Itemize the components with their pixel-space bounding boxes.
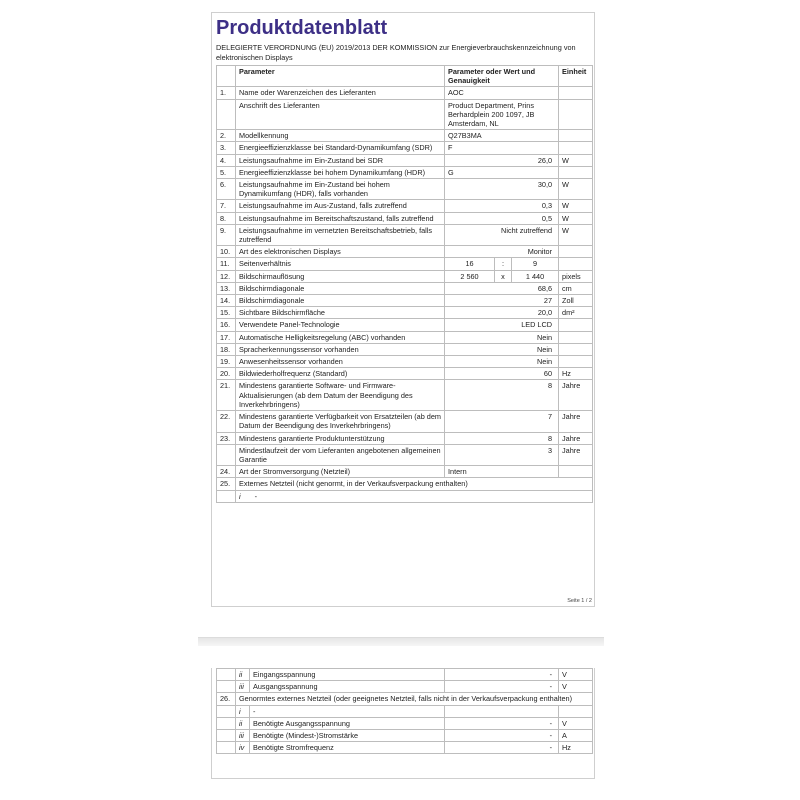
row-number	[217, 99, 236, 130]
row-value: 68,6	[445, 282, 559, 294]
row-value: F	[445, 142, 559, 154]
table-row	[217, 356, 593, 368]
row-unit: Jahre	[559, 411, 593, 432]
row-parameter: Energieeffizienzklasse bei hohem Dynamikumfang (HDR)	[236, 166, 445, 178]
row-parameter: Art der Stromversorgung (Netzteil)	[236, 466, 445, 478]
row-value: 8	[445, 380, 559, 411]
table-row	[217, 200, 593, 212]
row-number: 21.	[217, 380, 236, 411]
table-row	[217, 490, 593, 502]
datasheet-table	[216, 65, 593, 503]
row-parameter: Leistungsaufnahme im Aus-Zustand, falls zutreffend	[236, 200, 445, 212]
row-value: Intern	[445, 466, 559, 478]
row-subitem	[236, 490, 593, 502]
row-unit	[559, 356, 593, 368]
row-number: 2.	[217, 130, 236, 142]
table-row	[217, 179, 593, 200]
table-row	[217, 99, 593, 130]
row-number: 11.	[217, 258, 236, 270]
row-number: 22.	[217, 411, 236, 432]
row-value: 60	[445, 368, 559, 380]
subitem-value: -	[254, 491, 258, 501]
row-value: Q27B3MA	[445, 130, 559, 142]
row-value: Nicht zutreffend	[445, 224, 559, 245]
table-row	[217, 166, 593, 178]
table-row	[217, 224, 593, 245]
table-row	[217, 478, 593, 490]
row-value: 3	[445, 444, 559, 465]
row-unit	[559, 466, 593, 478]
row-number: 26.	[217, 693, 236, 705]
row-parameter: Spracherkennungssensor vorhanden	[236, 343, 445, 355]
row-parameter: Anschrift des Lieferanten	[236, 99, 445, 130]
row-parameter: Sichtbare Bildschirmfläche	[236, 307, 445, 319]
row-number: 6.	[217, 179, 236, 200]
row-unit	[559, 258, 593, 270]
row-unit: W	[559, 212, 593, 224]
row-unit: V	[559, 681, 593, 693]
row-unit	[559, 142, 593, 154]
roman-numeral: i	[236, 705, 250, 717]
row-value: 27	[445, 295, 559, 307]
row-parameter: Leistungsaufnahme im Ein-Zustand bei hohem Dynamikumfang (HDR), falls vorhanden	[236, 179, 445, 200]
row-unit	[559, 166, 593, 178]
table-row	[217, 444, 593, 465]
table-row	[217, 258, 593, 270]
row-parameter: Mindestlaufzeit der vom Lieferanten angebotenen allgemeinen Garantie	[236, 444, 445, 465]
row-number: 18.	[217, 343, 236, 355]
header-parameter: Parameter	[236, 66, 445, 87]
row-unit	[559, 99, 593, 130]
page-divider	[198, 637, 604, 646]
datasheet-page-1	[211, 12, 595, 607]
row-value: LED LCD	[445, 319, 559, 331]
row-parameter: Bildschirmdiagonale	[236, 295, 445, 307]
row-value: Product Department, Prins Berhardplein 200 1097, JB Amsterdam, NL	[445, 99, 559, 130]
table-row	[217, 368, 593, 380]
row-parameter: Verwendete Panel-Technologie	[236, 319, 445, 331]
row-unit: V	[559, 717, 593, 729]
row-value: 0,5	[445, 212, 559, 224]
table-row	[217, 717, 593, 729]
roman-numeral: iii	[236, 730, 250, 742]
row-number: 8.	[217, 212, 236, 224]
row-unit: W	[559, 154, 593, 166]
row-number: 25.	[217, 478, 236, 490]
row-unit: Jahre	[559, 380, 593, 411]
table-row	[217, 307, 593, 319]
table-row	[217, 87, 593, 99]
table-row	[217, 693, 593, 705]
row-number: 12.	[217, 270, 236, 282]
row-number: 4.	[217, 154, 236, 166]
table-row	[217, 380, 593, 411]
row-number: 23.	[217, 432, 236, 444]
row-number: 13.	[217, 282, 236, 294]
header-value: Parameter oder Wert und Genauigkeit	[445, 66, 559, 87]
resolution-first: 2 560	[445, 270, 495, 282]
row-unit: Jahre	[559, 444, 593, 465]
row-unit	[559, 130, 593, 142]
row-parameter: Genormtes externes Netzteil (oder geeignetes Netzteil, falls nicht in der Verkaufsverpackung enthalten)	[236, 693, 593, 705]
row-parameter: Seitenverhältnis	[236, 258, 445, 270]
table-row	[217, 246, 593, 258]
row-unit: dm²	[559, 307, 593, 319]
row-value: -	[445, 717, 559, 729]
row-parameter: Art des elektronischen Displays	[236, 246, 445, 258]
row-unit	[559, 705, 593, 717]
regulation-subtitle: DELEGIERTE VERORDNUNG (EU) 2019/2013 DER KOMMISSION zur Energieverbrauchskennzeichnung von elektronischen Displays	[216, 43, 576, 62]
table-row	[217, 295, 593, 307]
roman-numeral: ii	[236, 669, 250, 681]
row-parameter: Leistungsaufnahme im Bereitschaftszustand, falls zutreffend	[236, 212, 445, 224]
table-row	[217, 154, 593, 166]
row-value: 0,3	[445, 200, 559, 212]
row-unit: W	[559, 200, 593, 212]
page-number: Seite 1 / 2	[567, 598, 592, 604]
aspect-second: 9	[512, 258, 559, 270]
row-parameter: Leistungsaufnahme im Ein-Zustand bei SDR	[236, 154, 445, 166]
row-number: 17.	[217, 331, 236, 343]
row-unit: A	[559, 730, 593, 742]
table-row	[217, 742, 593, 754]
roman-numeral: iii	[236, 681, 250, 693]
table-row	[217, 212, 593, 224]
header-unit: Einheit	[559, 66, 593, 87]
row-unit: W	[559, 179, 593, 200]
row-parameter: Bildschirmdiagonale	[236, 282, 445, 294]
roman-numeral: iv	[236, 742, 250, 754]
row-parameter: Eingangsspannung	[250, 669, 445, 681]
row-unit	[559, 87, 593, 99]
table-row	[217, 343, 593, 355]
row-parameter: -	[250, 705, 445, 717]
row-parameter: Benötigte (Mindest-)Stromstärke	[250, 730, 445, 742]
row-parameter: Automatische Helligkeitsregelung (ABC) vorhanden	[236, 331, 445, 343]
aspect-first: 16	[445, 258, 495, 270]
row-number: 5.	[217, 166, 236, 178]
table-header-row	[217, 66, 593, 87]
row-value: G	[445, 166, 559, 178]
row-unit: cm	[559, 282, 593, 294]
row-unit: Jahre	[559, 432, 593, 444]
row-number: 16.	[217, 319, 236, 331]
row-number: 24.	[217, 466, 236, 478]
table-row	[217, 681, 593, 693]
row-value: 26,0	[445, 154, 559, 166]
row-unit	[559, 331, 593, 343]
table-row	[217, 270, 593, 282]
row-parameter: Energieeffizienzklasse bei Standard-Dynamikumfang (SDR)	[236, 142, 445, 154]
row-number: 15.	[217, 307, 236, 319]
datasheet-table-continued	[216, 668, 593, 754]
row-parameter: Externes Netzteil (nicht genormt, in der Verkaufsverpackung enthalten)	[236, 478, 593, 490]
row-value: -	[445, 681, 559, 693]
row-number	[217, 444, 236, 465]
row-parameter: Ausgangsspannung	[250, 681, 445, 693]
row-value: -	[445, 730, 559, 742]
resolution-second: 1 440	[512, 270, 559, 282]
row-value: -	[445, 669, 559, 681]
row-number: 19.	[217, 356, 236, 368]
row-number: 20.	[217, 368, 236, 380]
table-row	[217, 669, 593, 681]
row-parameter: Modellkennung	[236, 130, 445, 142]
roman-numeral: i	[239, 491, 241, 501]
row-parameter: Leistungsaufnahme im vernetzten Bereitschaftsbetrieb, falls zutreffend	[236, 224, 445, 245]
row-value: 30,0	[445, 179, 559, 200]
row-unit: V	[559, 669, 593, 681]
row-parameter: Anwesenheitssensor vorhanden	[236, 356, 445, 368]
row-parameter: Mindestens garantierte Verfügbarkeit von Ersatzteilen (ab dem Datum der Beendigung des Inverkehrbringens)	[236, 411, 445, 432]
row-unit: Zoll	[559, 295, 593, 307]
row-parameter: Mindestens garantierte Software- und Firmware-Aktualisierungen (ab dem Datum der Beendigung des Inverkehrbringens)	[236, 380, 445, 411]
row-unit: Hz	[559, 742, 593, 754]
row-value: Nein	[445, 356, 559, 368]
table-row	[217, 282, 593, 294]
table-row	[217, 130, 593, 142]
table-row	[217, 142, 593, 154]
row-value: 20,0	[445, 307, 559, 319]
datasheet-page-2	[211, 668, 595, 779]
row-number: 14.	[217, 295, 236, 307]
table-row	[217, 730, 593, 742]
row-parameter: Benötigte Ausgangsspannung	[250, 717, 445, 729]
row-unit: Hz	[559, 368, 593, 380]
table-row	[217, 319, 593, 331]
row-number: 9.	[217, 224, 236, 245]
roman-numeral: ii	[236, 717, 250, 729]
row-parameter: Benötigte Stromfrequenz	[250, 742, 445, 754]
table-row	[217, 331, 593, 343]
table-row	[217, 466, 593, 478]
row-number: 10.	[217, 246, 236, 258]
row-value	[445, 705, 559, 717]
row-value: Monitor	[445, 246, 559, 258]
row-value: -	[445, 742, 559, 754]
row-value: 7	[445, 411, 559, 432]
row-unit	[559, 246, 593, 258]
row-number: 1.	[217, 87, 236, 99]
row-parameter: Name oder Warenzeichen des Lieferanten	[236, 87, 445, 99]
row-parameter: Mindestens garantierte Produktunterstützung	[236, 432, 445, 444]
table-row	[217, 411, 593, 432]
row-value: Nein	[445, 331, 559, 343]
aspect-separator: :	[495, 258, 512, 270]
row-value: Nein	[445, 343, 559, 355]
row-unit	[559, 343, 593, 355]
row-value: AOC	[445, 87, 559, 99]
row-number: 7.	[217, 200, 236, 212]
page-title: Produktdatenblatt	[216, 17, 388, 39]
row-unit: pixels	[559, 270, 593, 282]
table-row	[217, 705, 593, 717]
row-parameter: Bildwiederholfrequenz (Standard)	[236, 368, 445, 380]
row-unit	[559, 319, 593, 331]
row-value: 8	[445, 432, 559, 444]
resolution-separator: x	[495, 270, 512, 282]
table-row	[217, 432, 593, 444]
row-number: 3.	[217, 142, 236, 154]
row-parameter: Bildschirmauflösung	[236, 270, 445, 282]
row-unit: W	[559, 224, 593, 245]
